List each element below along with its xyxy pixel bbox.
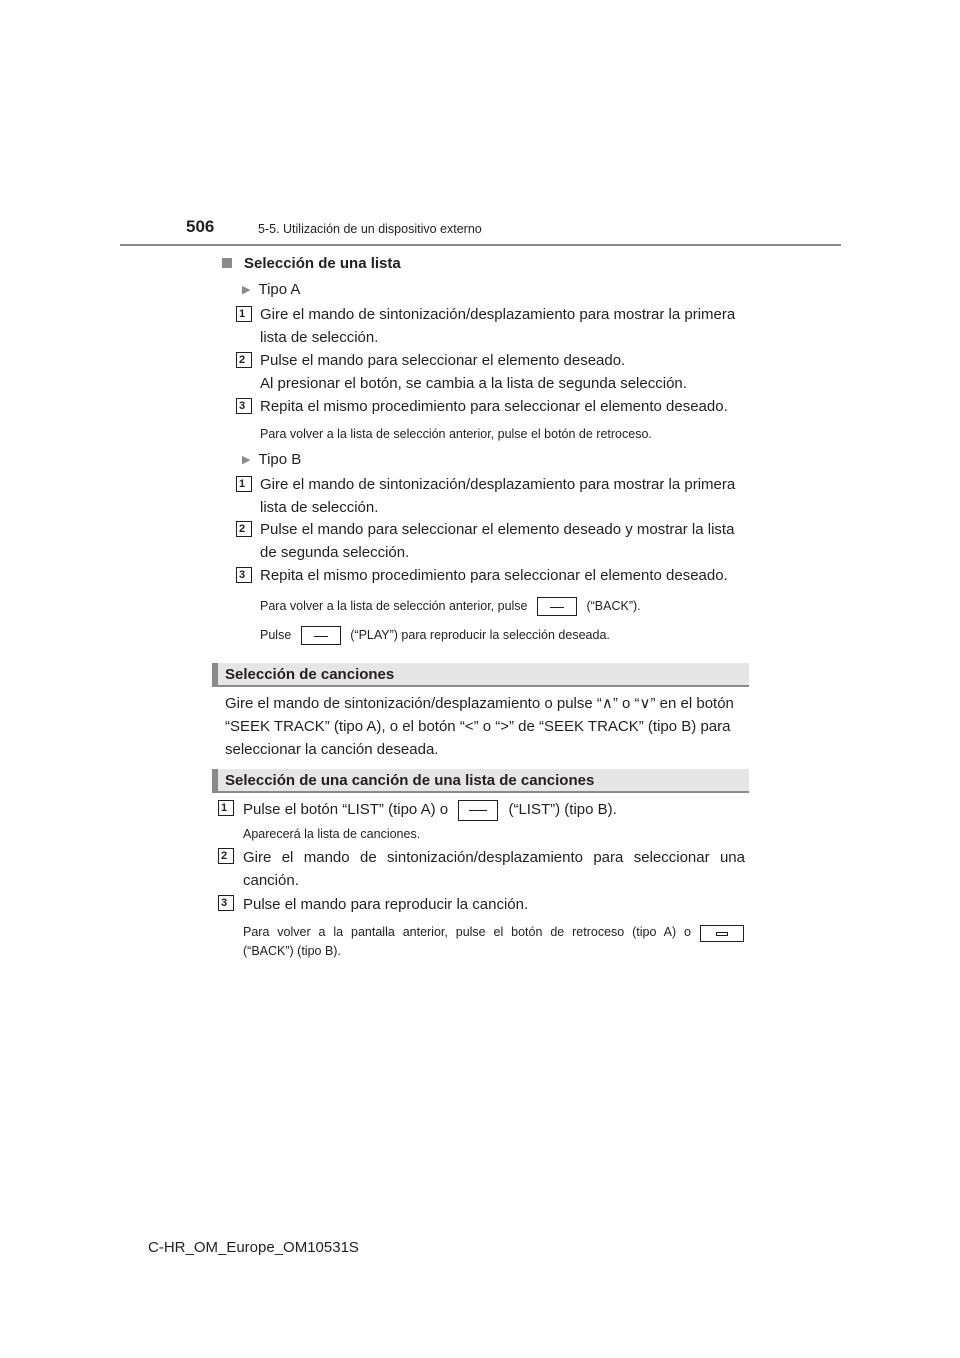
step-number-badge: 2: [236, 521, 252, 537]
step-number-badge: 1: [218, 800, 234, 816]
back-button-icon: [700, 925, 744, 942]
square-bullet-icon: [222, 258, 232, 268]
type-a-label: ▶ Tipo A: [242, 281, 301, 298]
step-number-badge: 1: [236, 306, 252, 322]
step-text: Repita el mismo procedimiento para seleccionar el elemento deseado.: [260, 567, 728, 584]
page-number: 506: [186, 217, 215, 236]
step-number-badge: 1: [236, 476, 252, 492]
subheading-list-selection: Selección de una lista: [222, 255, 401, 272]
note-text: (“BACK”) (tipo B).: [243, 944, 341, 958]
note-text: Aparecerá la lista de canciones.: [243, 827, 421, 841]
step-number-badge: 3: [236, 567, 252, 583]
step-text: Gire el mando de sintonización/desplazamiento para mostrar la primera lista de selección.: [260, 306, 736, 346]
step-text: Pulse el mando para reproducir la canción.: [243, 896, 529, 913]
step-number-badge: 2: [236, 352, 252, 368]
document-code: C-HR_OM_Europe_OM10531S: [148, 1239, 359, 1256]
list-button-icon: [458, 800, 498, 821]
step-number-badge: 3: [218, 895, 234, 911]
step-number-badge: 2: [218, 848, 234, 864]
note-text: Para volver a la lista de selección anterior, pulse el botón de retroceso.: [260, 427, 652, 441]
type-b-label: ▶ Tipo B: [242, 451, 302, 468]
step-text: Pulse el mando para seleccionar el elemento deseado y mostrar la lista de segunda selección.: [260, 521, 735, 561]
section-heading-songs: Selección de canciones: [212, 663, 749, 687]
triangle-bullet-icon: ▶: [242, 284, 251, 296]
step-text: Gire el mando de sintonización/desplazamiento para mostrar la primera lista de selección.: [260, 476, 736, 516]
note-text: Para volver a la pantalla anterior, pulse el botón de retroceso (tipo A) o: [243, 925, 691, 939]
step-text: Gire el mando de sintonización/desplazamiento para seleccionar una canción.: [243, 849, 745, 889]
note-text: Para volver a la lista de selección anterior, pulse (“BACK”).: [260, 596, 745, 616]
step-text: Pulse el botón “LIST” (tipo A) o (“LIST”) (tipo B).: [243, 798, 745, 821]
play-button-icon: [301, 626, 341, 645]
note-text: Pulse (“PLAY”) para reproducir la selección deseada.: [260, 625, 745, 645]
step-number-badge: 3: [236, 398, 252, 414]
step-text: Repita el mismo procedimiento para seleccionar el elemento deseado.: [260, 398, 728, 415]
back-button-icon: [537, 597, 577, 616]
triangle-bullet-icon: ▶: [242, 454, 251, 466]
section-heading-song-list: Selección de una canción de una lista de canciones: [212, 769, 749, 793]
section-title: 5-5. Utilización de un dispositivo externo: [258, 222, 482, 236]
header-divider: [120, 244, 841, 246]
song-selection-paragraph: Gire el mando de sintonización/desplazamiento o pulse “∧” o “∨” en el botón “SEEK TRACK” (tipo A), o el botón “<” o “>” de “SEEK TRACK” (tipo B) para seleccionar la canción deseada.: [225, 695, 734, 758]
step-text: Pulse el mando para seleccionar el elemento deseado. Al presionar el botón, se cambia a la lista de segunda selección.: [260, 352, 687, 392]
